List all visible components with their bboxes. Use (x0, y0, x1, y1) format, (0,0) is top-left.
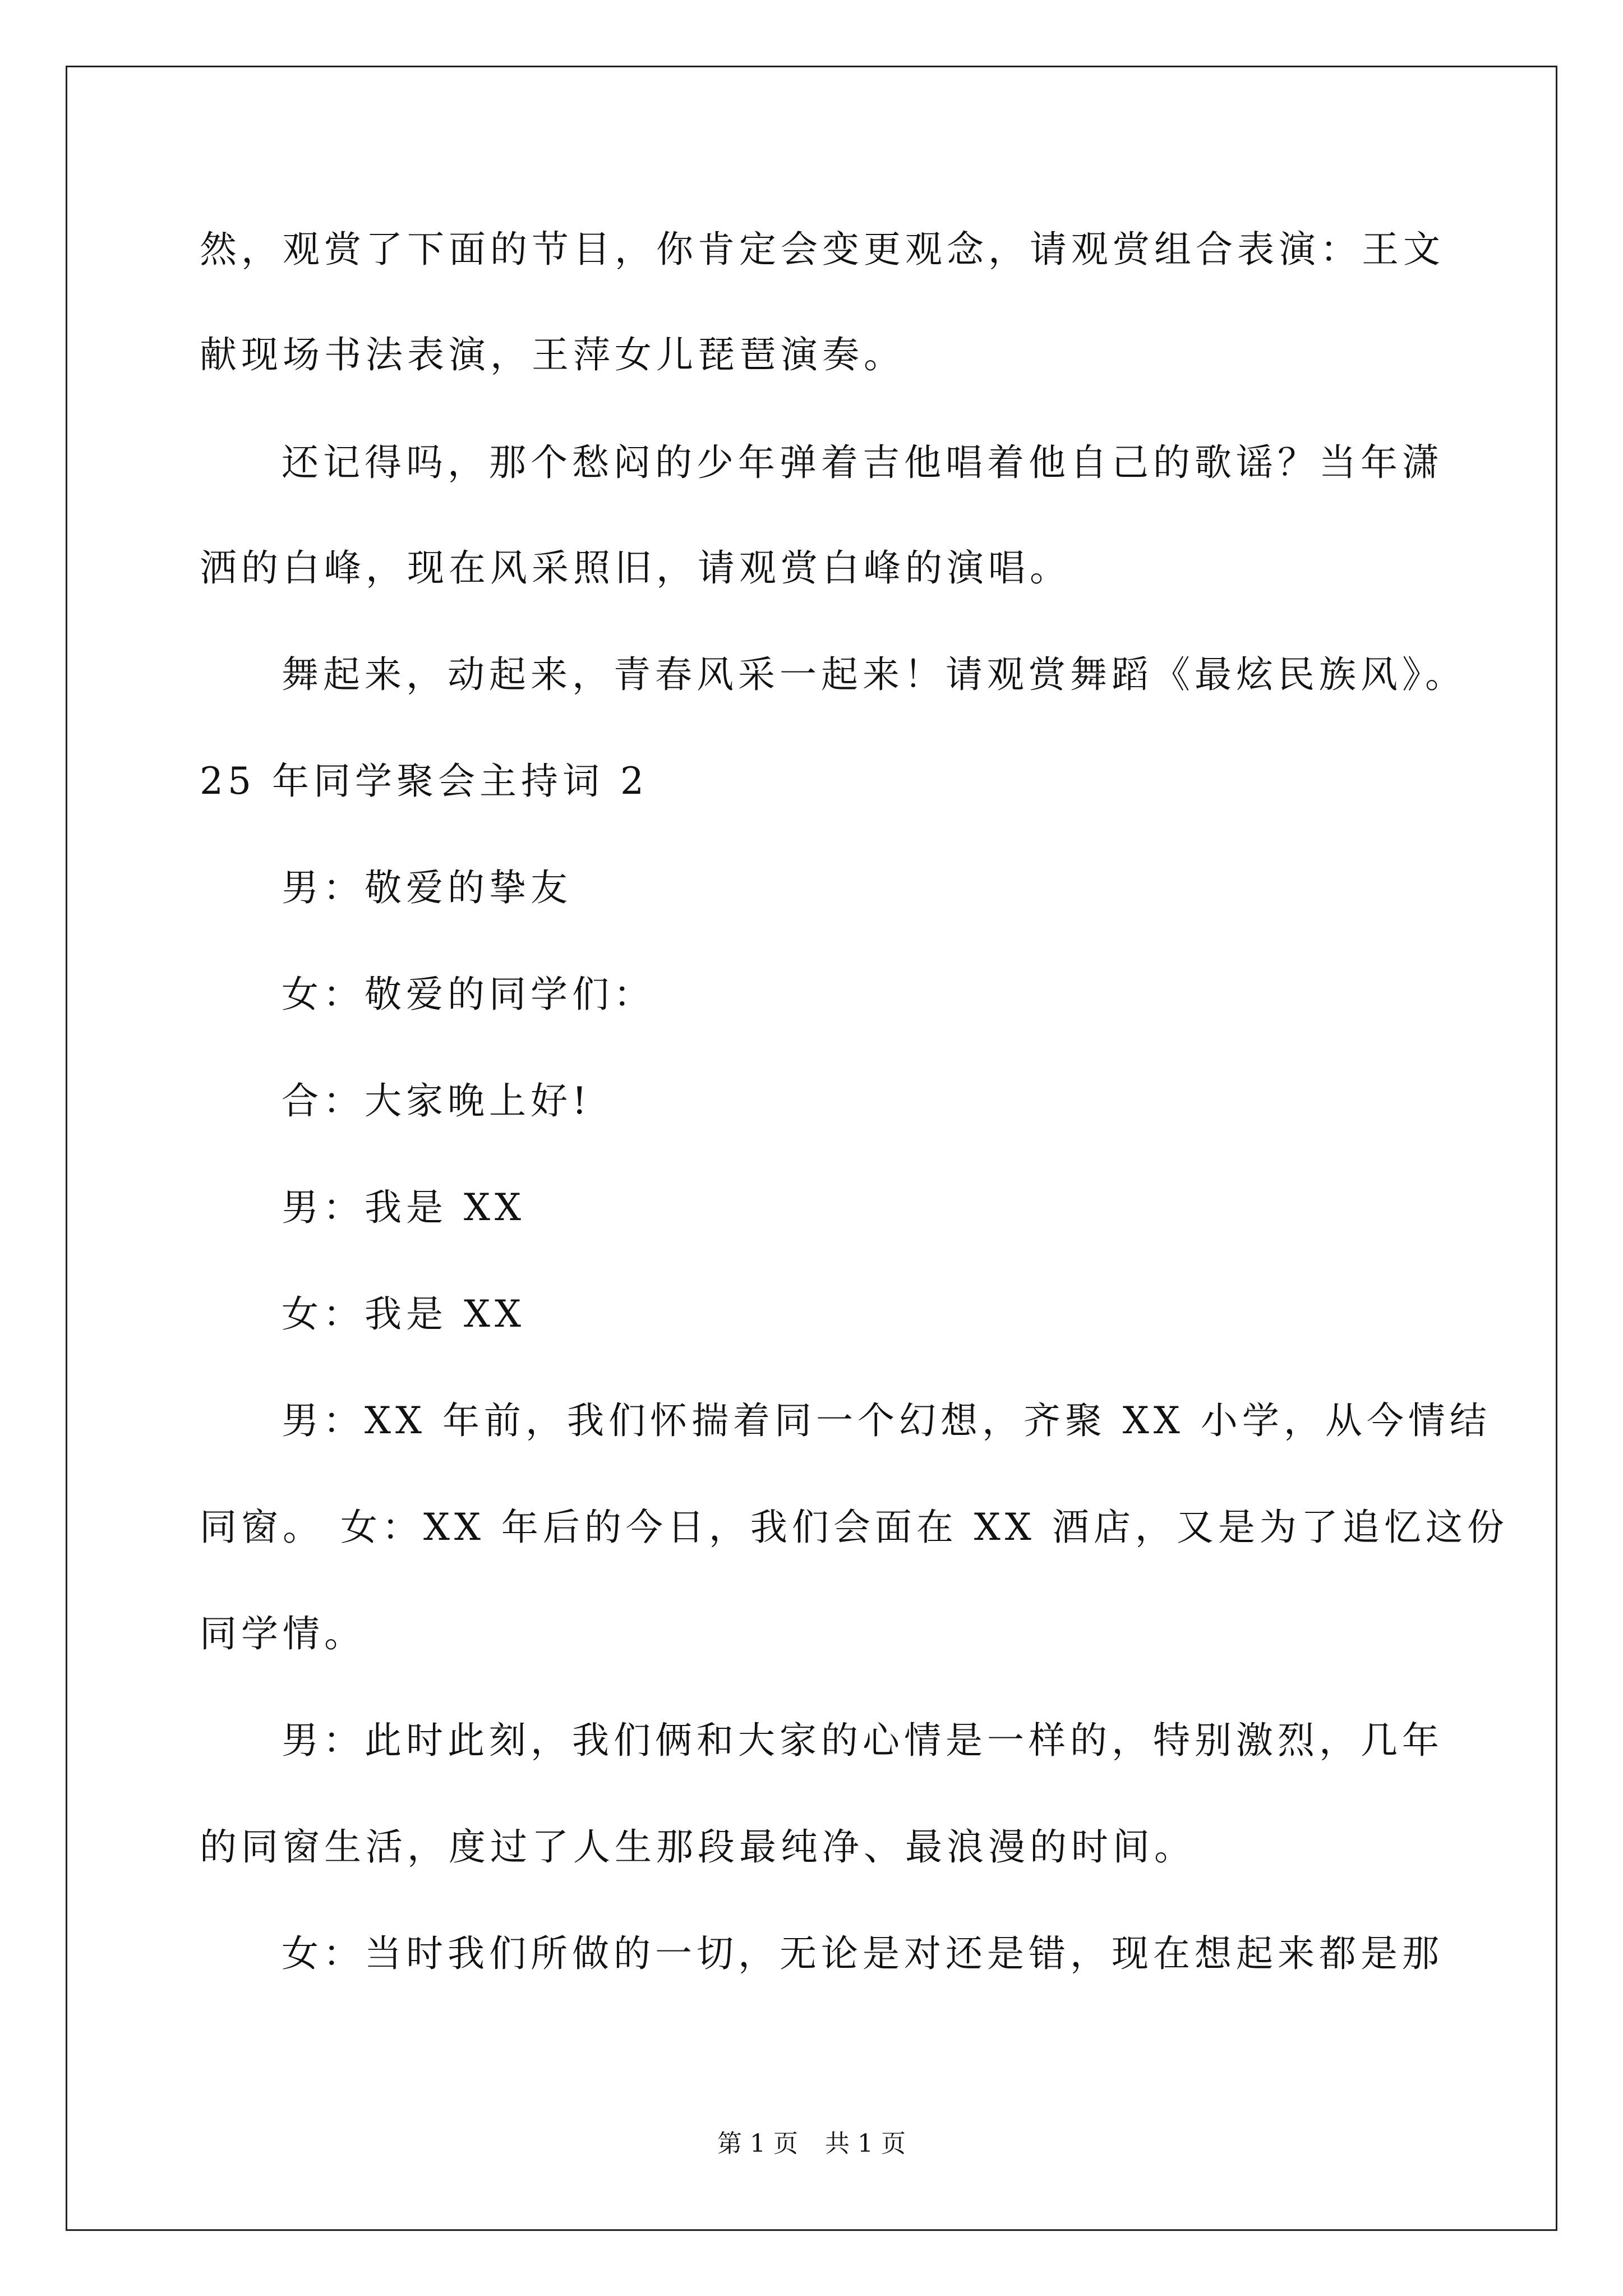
page-number: 第 1 页 (717, 2129, 798, 2158)
dialogue-line-2: 女：敬爱的同学们： (282, 973, 655, 1016)
dialogue-line-8: 同学情。 (200, 1612, 366, 1655)
dialogue-line-11: 女：当时我们所做的一切，无论是对还是错，现在想起来都是那 (282, 1932, 1444, 1975)
page-footer (0, 2129, 1623, 2158)
section-heading: 25 年同学聚会主持词 2 (200, 760, 648, 803)
body-line-3: 还记得吗，那个愁闷的少年弹着吉他唱着他自己的歌谣？当年潇 (282, 441, 1444, 484)
dialogue-line-9: 男：此时此刻，我们俩和大家的心情是一样的，特别激烈，几年 (282, 1719, 1444, 1762)
dialogue-line-10: 的同窗生活，度过了人生那段最纯净、最浪漫的时间。 (200, 1825, 1196, 1869)
body-line-5: 舞起来，动起来，青春风采一起来！请观赏舞蹈《最炫民族风》。 (282, 653, 1467, 696)
body-line-2: 献现场书法表演，王萍女儿琵琶演奏。 (200, 333, 905, 376)
dialogue-line-5: 女：我是 XX (282, 1292, 525, 1336)
body-line-4: 洒的白峰，现在风采照旧，请观赏白峰的演唱。 (200, 546, 1071, 590)
page-border (66, 66, 1557, 2231)
dialogue-line-4: 男：我是 XX (282, 1186, 525, 1229)
body-line-1: 然，观赏了下面的节目，你肯定会变更观念，请观赏组合表演：王文 (200, 228, 1445, 271)
dialogue-line-6: 男：XX 年前，我们怀揣着同一个幻想，齐聚 XX 小学，从今情结 (282, 1399, 1491, 1442)
dialogue-line-3: 合：大家晚上好! (282, 1079, 592, 1122)
page-total: 共 1 页 (825, 2129, 906, 2158)
dialogue-line-1: 男：敬爱的挚友 (282, 866, 572, 909)
dialogue-line-7: 同窗。 女：XX 年后的今日，我们会面在 XX 酒店，又是为了追忆这份 (200, 1506, 1509, 1549)
